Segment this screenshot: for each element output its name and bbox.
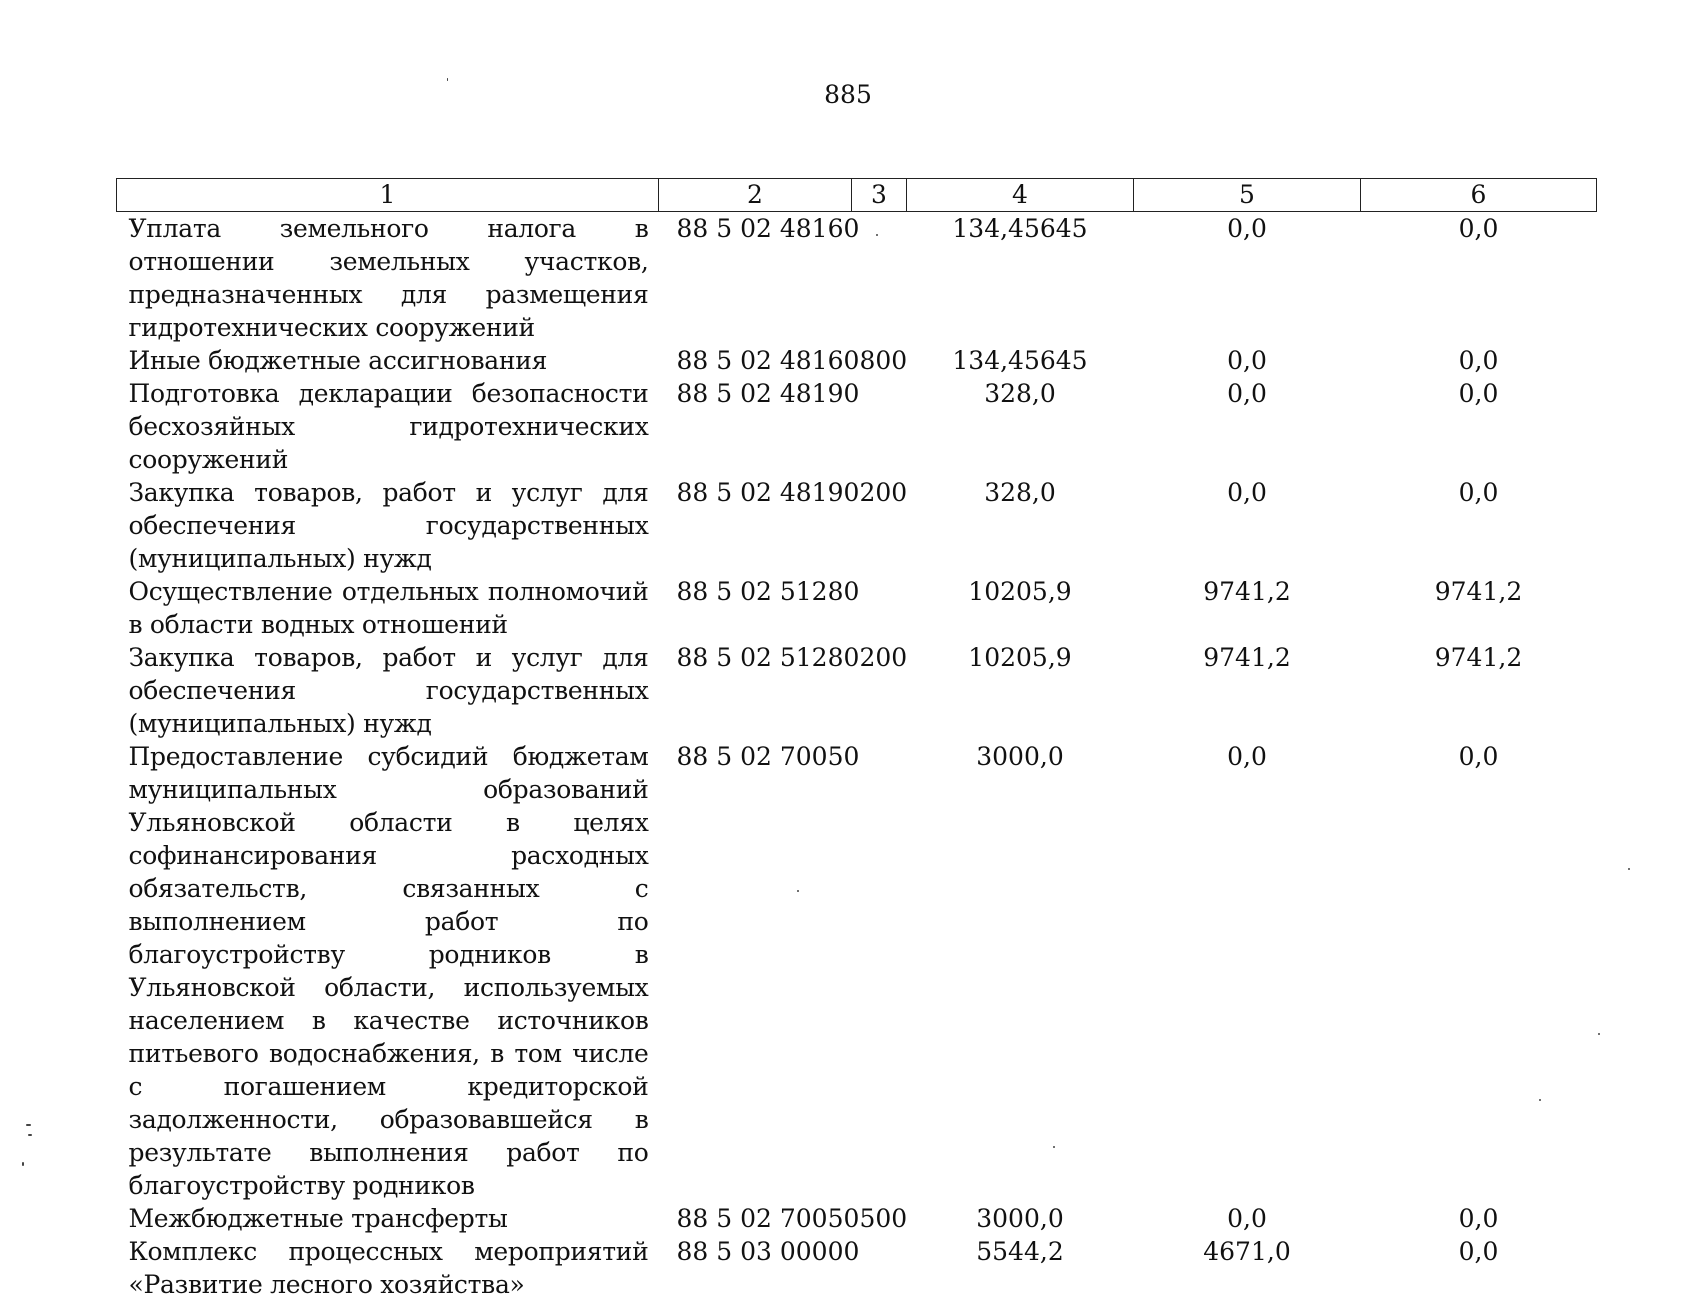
row-expense-type xyxy=(852,212,907,345)
row-code: 88 5 02 70050 xyxy=(659,1202,852,1235)
row-code: 88 5 02 48160 xyxy=(659,344,852,377)
scan-speck xyxy=(28,1134,32,1136)
scan-speck xyxy=(1598,1033,1600,1035)
row-value-col4: 328,0 xyxy=(907,377,1134,476)
scan-speck xyxy=(1539,1099,1541,1101)
table-row xyxy=(117,641,1597,740)
row-code: 88 5 02 48160 xyxy=(659,212,852,345)
row-value-col6: 0,0 xyxy=(1361,212,1597,345)
row-expense-type xyxy=(852,575,907,641)
column-header: 4 xyxy=(907,179,1134,212)
row-description: Закупка товаров, работ и услуг для обеспечения государственных (муниципальных) нужд xyxy=(117,476,659,575)
row-description: Предоставление субсидий бюджетам муниципальных образований Ульяновской области в целях софинансирования расходных обязательств, связанных с выполнением работ по благоустройству родников в Ульяновской области, используемых населением в качестве источников питьевого водоснабжения, в том числе с погашением кредиторской задолженности, образовавшейся в результате выполнения работ по благоустройству родников xyxy=(117,740,659,1202)
row-code: 88 5 03 00000 xyxy=(659,1235,852,1301)
row-expense-type: 200 xyxy=(852,476,907,575)
table-row xyxy=(117,1235,1597,1301)
row-value-col4: 5544,2 xyxy=(907,1235,1134,1301)
row-expense-type: 200 xyxy=(852,641,907,740)
budget-table xyxy=(116,178,1597,1301)
row-description: Закупка товаров, работ и услуг для обеспечения государственных (муниципальных) нужд xyxy=(117,641,659,740)
table-row xyxy=(117,377,1597,476)
scan-speck xyxy=(1628,868,1630,870)
page-number: 885 xyxy=(0,80,1696,109)
column-header: 1 xyxy=(117,179,659,212)
row-value-col4: 328,0 xyxy=(907,476,1134,575)
row-value-col5: 0,0 xyxy=(1134,344,1361,377)
row-code: 88 5 02 48190 xyxy=(659,476,852,575)
scan-speck xyxy=(1053,1146,1055,1148)
row-value-col6: 0,0 xyxy=(1361,740,1597,1202)
row-description: Комплекс процессных мероприятий «Развитие лесного хозяйства» xyxy=(117,1235,659,1301)
row-value-col4: 134,45645 xyxy=(907,344,1134,377)
row-value-col6: 0,0 xyxy=(1361,1202,1597,1235)
row-value-col6: 9741,2 xyxy=(1361,641,1597,740)
column-header: 2 xyxy=(659,179,852,212)
scan-speck xyxy=(26,1124,31,1126)
scan-speck xyxy=(876,234,878,236)
column-header: 3 xyxy=(852,179,907,212)
scan-speck xyxy=(447,78,448,81)
row-description: Межбюджетные трансферты xyxy=(117,1202,659,1235)
row-value-col4: 3000,0 xyxy=(907,1202,1134,1235)
table-row xyxy=(117,1202,1597,1235)
table-row xyxy=(117,212,1597,345)
row-value-col6: 0,0 xyxy=(1361,377,1597,476)
row-code: 88 5 02 51280 xyxy=(659,641,852,740)
row-value-col5: 4671,0 xyxy=(1134,1235,1361,1301)
row-code: 88 5 02 70050 xyxy=(659,740,852,1202)
row-expense-type xyxy=(852,1235,907,1301)
row-code: 88 5 02 48190 xyxy=(659,377,852,476)
row-value-col5: 0,0 xyxy=(1134,1202,1361,1235)
row-value-col5: 9741,2 xyxy=(1134,641,1361,740)
table-header-row xyxy=(117,179,1597,212)
row-expense-type: 500 xyxy=(852,1202,907,1235)
row-description: Осуществление отдельных полномочий в области водных отношений xyxy=(117,575,659,641)
scan-speck xyxy=(797,890,799,892)
row-expense-type xyxy=(852,740,907,1202)
row-value-col4: 10205,9 xyxy=(907,575,1134,641)
row-value-col4: 10205,9 xyxy=(907,641,1134,740)
row-value-col6: 9741,2 xyxy=(1361,575,1597,641)
row-description: Подготовка декларации безопасности бесхозяйных гидротехнических сооружений xyxy=(117,377,659,476)
table-row xyxy=(117,344,1597,377)
table-row xyxy=(117,575,1597,641)
row-code: 88 5 02 51280 xyxy=(659,575,852,641)
row-expense-type xyxy=(852,377,907,476)
row-description: Иные бюджетные ассигнования xyxy=(117,344,659,377)
table-body xyxy=(117,212,1597,1301)
row-value-col5: 0,0 xyxy=(1134,740,1361,1202)
row-value-col5: 0,0 xyxy=(1134,476,1361,575)
row-value-col5: 9741,2 xyxy=(1134,575,1361,641)
table-row xyxy=(117,476,1597,575)
row-expense-type: 800 xyxy=(852,344,907,377)
table-row xyxy=(117,740,1597,1202)
row-description: Уплата земельного налога в отношении земельных участков, предназначенных для размещения гидротехнических сооружений xyxy=(117,212,659,345)
row-value-col6: 0,0 xyxy=(1361,1235,1597,1301)
row-value-col4: 3000,0 xyxy=(907,740,1134,1202)
row-value-col5: 0,0 xyxy=(1134,377,1361,476)
scan-speck xyxy=(22,1162,24,1166)
row-value-col4: 134,45645 xyxy=(907,212,1134,345)
column-header: 5 xyxy=(1134,179,1361,212)
row-value-col6: 0,0 xyxy=(1361,476,1597,575)
row-value-col6: 0,0 xyxy=(1361,344,1597,377)
column-header: 6 xyxy=(1361,179,1597,212)
row-value-col5: 0,0 xyxy=(1134,212,1361,345)
